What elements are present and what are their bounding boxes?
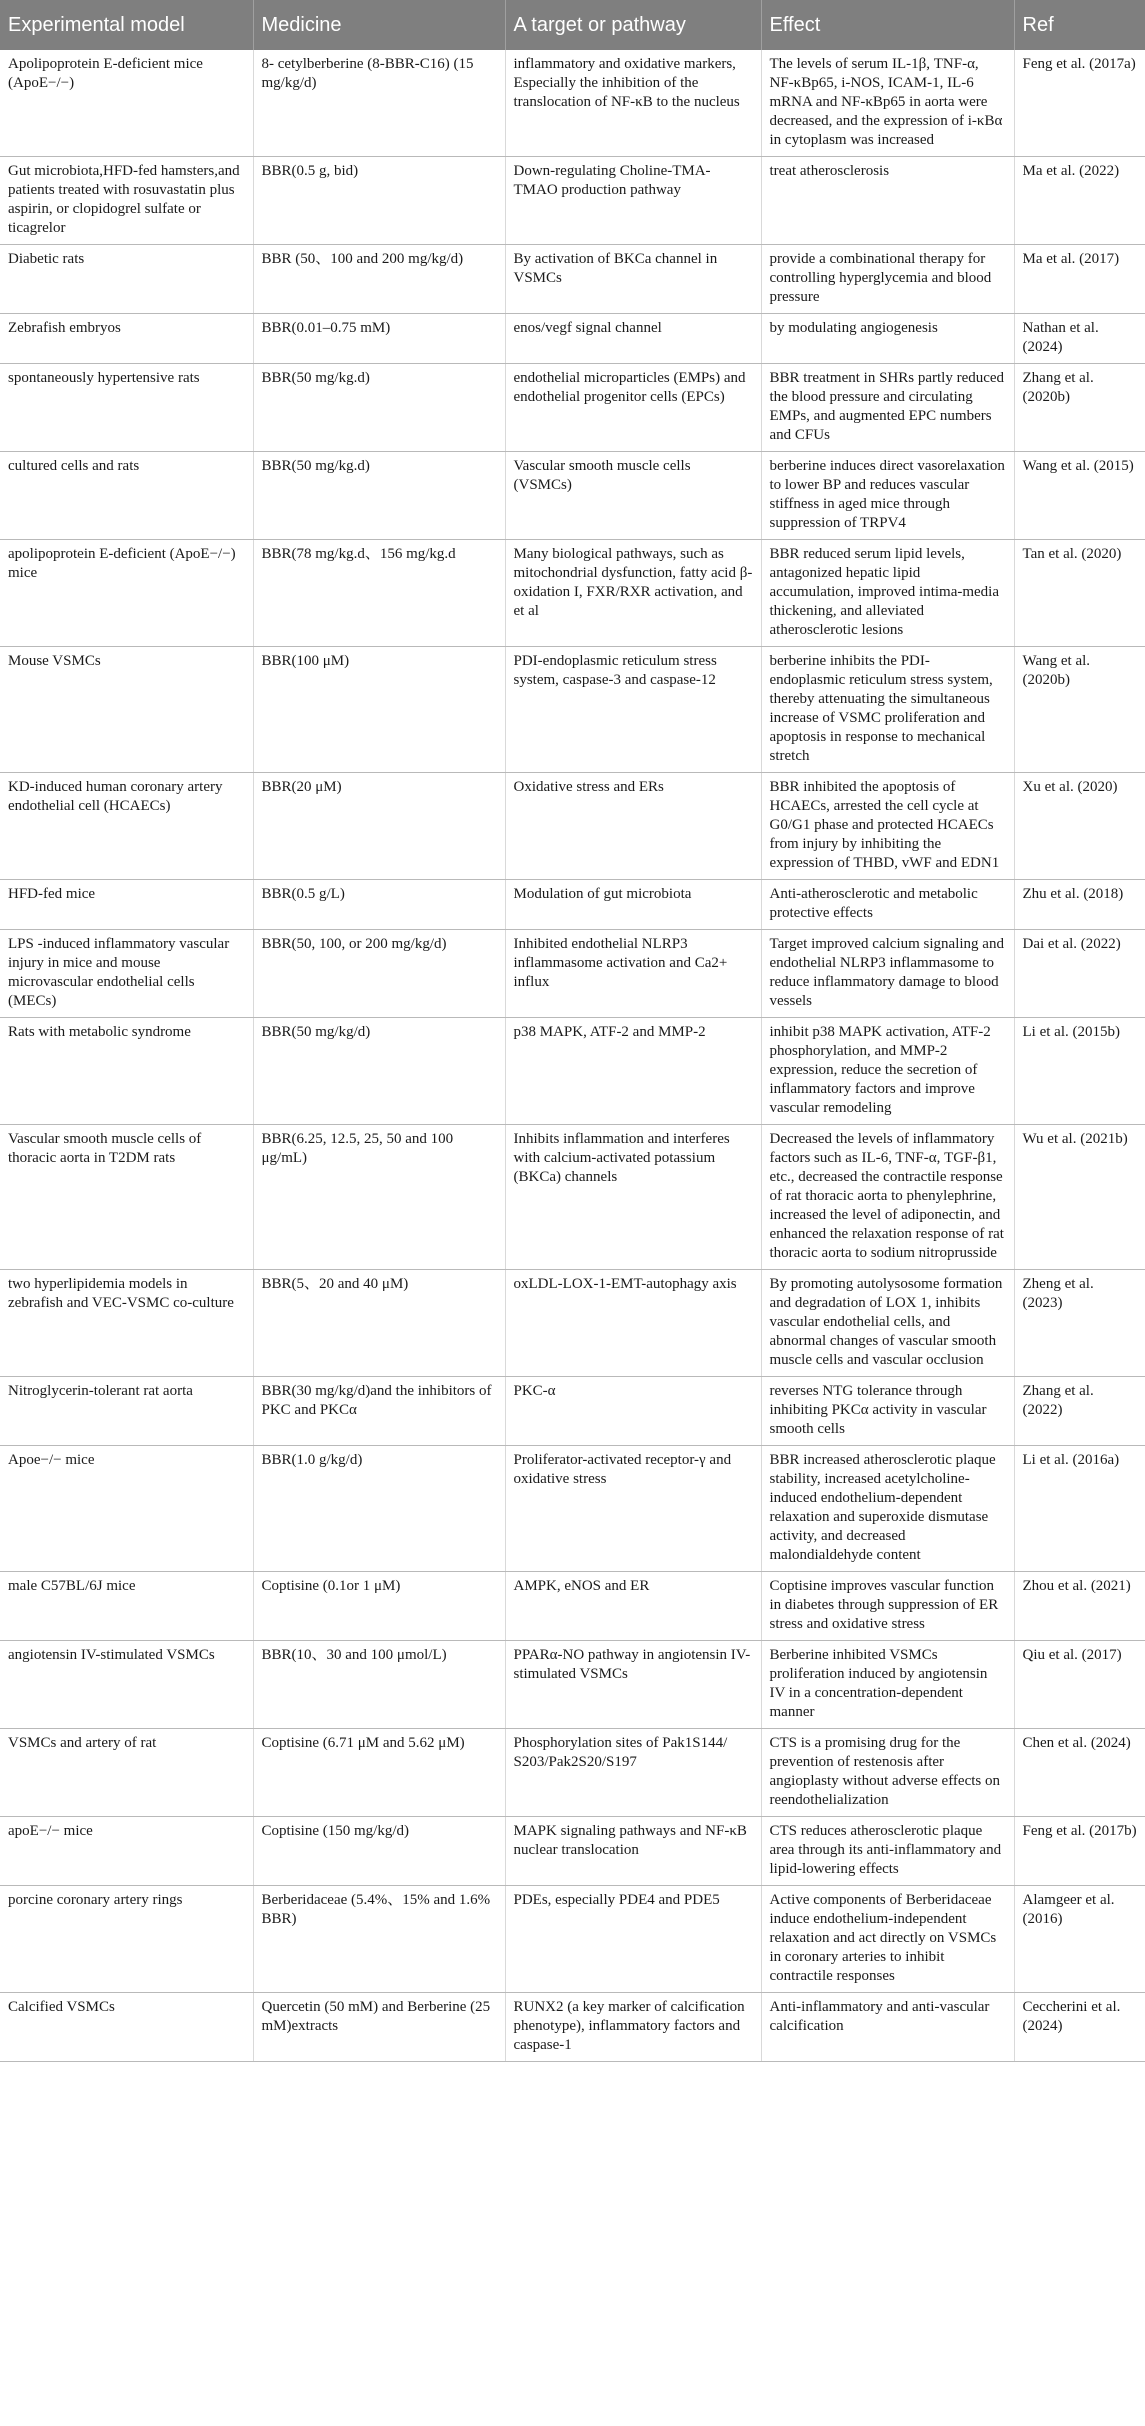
cell-target-pathway: Vascular smooth muscle cells (VSMCs) (505, 452, 761, 540)
header-effect: Effect (761, 0, 1014, 50)
cell-target-pathway: enos/vegf signal channel (505, 314, 761, 364)
cell-ref: Wang et al. (2020b) (1014, 647, 1145, 773)
cell-ref: Alamgeer et al. (2016) (1014, 1886, 1145, 1993)
cell-medicine: Quercetin (50 mM) and Berberine (25 mM)extracts (253, 1993, 505, 2062)
cell-medicine: Coptisine (0.1or 1 μM) (253, 1572, 505, 1641)
cell-target-pathway: Oxidative stress and ERs (505, 773, 761, 880)
table-row (0, 157, 1145, 245)
cell-experimental-model: Apoe−/− mice (0, 1446, 253, 1572)
table-header (0, 0, 1145, 50)
cell-medicine: Berberidaceae (5.4%、15% and 1.6% BBR) (253, 1886, 505, 1993)
cell-medicine: BBR(0.5 g, bid) (253, 157, 505, 245)
cell-experimental-model: apolipoprotein E-deficient (ApoE−/−) mice (0, 540, 253, 647)
cell-effect: Coptisine improves vascular function in diabetes through suppression of ER stress and oxidative stress (761, 1572, 1014, 1641)
cell-ref: Zhang et al. (2022) (1014, 1377, 1145, 1446)
table-row (0, 1377, 1145, 1446)
cell-ref: Ceccherini et al. (2024) (1014, 1993, 1145, 2062)
cell-target-pathway: Down-regulating Choline-TMA-TMAO production pathway (505, 157, 761, 245)
cell-effect: berberine inhibits the PDI-endoplasmic reticulum stress system, thereby attenuating the simultaneous increase of VSMC proliferation and apoptosis in response to mechanical stretch (761, 647, 1014, 773)
cell-experimental-model: Diabetic rats (0, 245, 253, 314)
cell-ref: Zhu et al. (2018) (1014, 880, 1145, 930)
cell-target-pathway: Modulation of gut microbiota (505, 880, 761, 930)
cell-medicine: BBR(20 μM) (253, 773, 505, 880)
table-row (0, 773, 1145, 880)
table-row (0, 1125, 1145, 1270)
table-row (0, 540, 1145, 647)
cell-ref: Zhou et al. (2021) (1014, 1572, 1145, 1641)
cell-experimental-model: Apolipoprotein E-deficient mice (ApoE−/−) (0, 50, 253, 157)
cell-target-pathway: Proliferator-activated receptor-γ and oxidative stress (505, 1446, 761, 1572)
cell-ref: Qiu et al. (2017) (1014, 1641, 1145, 1729)
cell-target-pathway: RUNX2 (a key marker of calcification phenotype), inflammatory factors and caspase-1 (505, 1993, 761, 2062)
cell-effect: BBR inhibited the apoptosis of HCAECs, arrested the cell cycle at G0/G1 phase and protected HCAECs from injury by inhibiting the expression of THBD, vWF and EDN1 (761, 773, 1014, 880)
cell-experimental-model: Nitroglycerin-tolerant rat aorta (0, 1377, 253, 1446)
cell-ref: Ma et al. (2017) (1014, 245, 1145, 314)
cell-target-pathway: inflammatory and oxidative markers, Especially the inhibition of the translocation of NF-κB to the nucleus (505, 50, 761, 157)
cell-ref: Li et al. (2016a) (1014, 1446, 1145, 1572)
cell-ref: Ma et al. (2022) (1014, 157, 1145, 245)
cell-experimental-model: Calcified VSMCs (0, 1993, 253, 2062)
cell-ref: Tan et al. (2020) (1014, 540, 1145, 647)
cell-experimental-model: porcine coronary artery rings (0, 1886, 253, 1993)
cell-effect: BBR increased atherosclerotic plaque stability, increased acetylcholine-induced endothelium-dependent relaxation and superoxide dismutase activity, and decreased malondialdehyde content (761, 1446, 1014, 1572)
table-row (0, 930, 1145, 1018)
cell-target-pathway: Inhibits inflammation and interferes with calcium-activated potassium (BKCa) channels (505, 1125, 761, 1270)
cell-experimental-model: HFD-fed mice (0, 880, 253, 930)
cell-ref: Zhang et al. (2020b) (1014, 364, 1145, 452)
cell-target-pathway: oxLDL-LOX-1-EMT-autophagy axis (505, 1270, 761, 1377)
table-row (0, 50, 1145, 157)
cell-effect: Target improved calcium signaling and endothelial NLRP3 inflammasome to reduce inflammatory damage to blood vessels (761, 930, 1014, 1018)
cell-target-pathway: p38 MAPK, ATF-2 and MMP-2 (505, 1018, 761, 1125)
cell-effect: The levels of serum IL-1β, TNF-α, NF-κBp65, i-NOS, ICAM-1, IL-6 mRNA and NF-κBp65 in aorta were decreased, and the expression of i-κBα in cytoplasm was increased (761, 50, 1014, 157)
cell-medicine: BBR(50 mg/kg/d) (253, 1018, 505, 1125)
cell-experimental-model: Vascular smooth muscle cells of thoracic aorta in T2DM rats (0, 1125, 253, 1270)
cell-ref: Xu et al. (2020) (1014, 773, 1145, 880)
cell-effect: inhibit p38 MAPK activation, ATF-2 phosphorylation, and MMP-2 expression, reduce the secretion of inflammatory factors and improve vascular remodeling (761, 1018, 1014, 1125)
cell-effect: Anti-atherosclerotic and metabolic protective effects (761, 880, 1014, 930)
cell-effect: By promoting autolysosome formation and degradation of LOX 1, inhibits vascular endothelial cells, and abnormal changes of vascular smooth muscle cells and vascular occlusion (761, 1270, 1014, 1377)
cell-target-pathway: Many biological pathways, such as mitochondrial dysfunction, fatty acid β-oxidation I, FXR/RXR activation, and et al (505, 540, 761, 647)
cell-effect: berberine induces direct vasorelaxation to lower BP and reduces vascular stiffness in aged mice through suppression of TRPV4 (761, 452, 1014, 540)
cell-experimental-model: LPS -induced inflammatory vascular injury in mice and mouse microvascular endothelial cells (MECs) (0, 930, 253, 1018)
cell-medicine: 8- cetylberberine (8-BBR-C16) (15 mg/kg/d) (253, 50, 505, 157)
cell-ref: Feng et al. (2017a) (1014, 50, 1145, 157)
header-row (0, 0, 1145, 50)
cell-effect: CTS reduces atherosclerotic plaque area through its anti-inflammatory and lipid-lowering effects (761, 1817, 1014, 1886)
table-row (0, 364, 1145, 452)
cell-target-pathway: Phosphorylation sites of Pak1S144/ S203/Pak2S20/S197 (505, 1729, 761, 1817)
cell-experimental-model: KD-induced human coronary artery endothelial cell (HCAECs) (0, 773, 253, 880)
table-row (0, 1572, 1145, 1641)
cell-experimental-model: Gut microbiota,HFD-fed hamsters,and patients treated with rosuvastatin plus aspirin, or clopidogrel sulfate or ticagrelor (0, 157, 253, 245)
cell-ref: Feng et al. (2017b) (1014, 1817, 1145, 1886)
cell-experimental-model: Zebrafish embryos (0, 314, 253, 364)
table-row (0, 647, 1145, 773)
table-row (0, 1270, 1145, 1377)
cell-medicine: Coptisine (6.71 μM and 5.62 μM) (253, 1729, 505, 1817)
cell-target-pathway: PPARα-NO pathway in angiotensin IV-stimulated VSMCs (505, 1641, 761, 1729)
table-row (0, 245, 1145, 314)
cell-experimental-model: angiotensin IV-stimulated VSMCs (0, 1641, 253, 1729)
cell-medicine: BBR(10、30 and 100 μmol/L) (253, 1641, 505, 1729)
cell-effect: by modulating angiogenesis (761, 314, 1014, 364)
cell-target-pathway: MAPK signaling pathways and NF-κB nuclear translocation (505, 1817, 761, 1886)
cell-ref: Chen et al. (2024) (1014, 1729, 1145, 1817)
cell-experimental-model: Rats with metabolic syndrome (0, 1018, 253, 1125)
cell-medicine: BBR(50 mg/kg.d) (253, 452, 505, 540)
table-row (0, 880, 1145, 930)
header-medicine: Medicine (253, 0, 505, 50)
cell-ref: Nathan et al. (2024) (1014, 314, 1145, 364)
cell-medicine: Coptisine (150 mg/kg/d) (253, 1817, 505, 1886)
table-row (0, 1729, 1145, 1817)
cell-target-pathway: PKC-α (505, 1377, 761, 1446)
cell-ref: Zheng et al. (2023) (1014, 1270, 1145, 1377)
cell-target-pathway: AMPK, eNOS and ER (505, 1572, 761, 1641)
cell-medicine: BBR(50, 100, or 200 mg/kg/d) (253, 930, 505, 1018)
cell-target-pathway: PDEs, especially PDE4 and PDE5 (505, 1886, 761, 1993)
cell-effect: provide a combinational therapy for controlling hyperglycemia and blood pressure (761, 245, 1014, 314)
table-row (0, 1018, 1145, 1125)
cell-target-pathway: PDI-endoplasmic reticulum stress system, caspase-3 and caspase-12 (505, 647, 761, 773)
cell-ref: Li et al. (2015b) (1014, 1018, 1145, 1125)
header-target-pathway: A target or pathway (505, 0, 761, 50)
cell-medicine: BBR(5、20 and 40 μM) (253, 1270, 505, 1377)
table-row (0, 1817, 1145, 1886)
cell-experimental-model: cultured cells and rats (0, 452, 253, 540)
cell-medicine: BBR(1.0 g/kg/d) (253, 1446, 505, 1572)
cell-effect: Active components of Berberidaceae induce endothelium-independent relaxation and act directly on VSMCs in coronary arteries to inhibit contractile responses (761, 1886, 1014, 1993)
cell-experimental-model: male C57BL/6J mice (0, 1572, 253, 1641)
cell-medicine: BBR(0.5 g/L) (253, 880, 505, 930)
cell-effect: CTS is a promising drug for the prevention of restenosis after angioplasty without adverse effects on reendothelialization (761, 1729, 1014, 1817)
cell-experimental-model: VSMCs and artery of rat (0, 1729, 253, 1817)
cell-experimental-model: apoE−/− mice (0, 1817, 253, 1886)
table-row (0, 1641, 1145, 1729)
cell-experimental-model: Mouse VSMCs (0, 647, 253, 773)
cell-ref: Wang et al. (2015) (1014, 452, 1145, 540)
table-row (0, 1446, 1145, 1572)
cell-medicine: BBR (50、100 and 200 mg/kg/d) (253, 245, 505, 314)
cell-medicine: BBR(6.25, 12.5, 25, 50 and 100 μg/mL) (253, 1125, 505, 1270)
cell-effect: reverses NTG tolerance through inhibiting PKCα activity in vascular smooth cells (761, 1377, 1014, 1446)
table-body (0, 50, 1145, 2062)
cell-target-pathway: Inhibited endothelial NLRP3 inflammasome activation and Ca2+ influx (505, 930, 761, 1018)
cell-medicine: BBR(50 mg/kg.d) (253, 364, 505, 452)
table-row (0, 1993, 1145, 2062)
cell-target-pathway: By activation of BKCa channel in VSMCs (505, 245, 761, 314)
table-row (0, 1886, 1145, 1993)
table-row (0, 314, 1145, 364)
cell-experimental-model: two hyperlipidemia models in zebrafish and VEC-VSMC co-culture (0, 1270, 253, 1377)
cell-ref: Dai et al. (2022) (1014, 930, 1145, 1018)
cell-medicine: BBR(78 mg/kg.d、156 mg/kg.d (253, 540, 505, 647)
cell-medicine: BBR(30 mg/kg/d)and the inhibitors of PKC and PKCα (253, 1377, 505, 1446)
cell-experimental-model: spontaneously hypertensive rats (0, 364, 253, 452)
cell-ref: Wu et al. (2021b) (1014, 1125, 1145, 1270)
cell-effect: Berberine inhibited VSMCs proliferation induced by angiotensin IV in a concentration-dependent manner (761, 1641, 1014, 1729)
header-ref: Ref (1014, 0, 1145, 50)
cell-effect: Decreased the levels of inflammatory factors such as IL-6, TNF-α, TGF-β1, etc., decreased the contractile response of rat thoracic aorta to phenylephrine, increased the level of adiponectin, and enhanced the relaxation response of rat thoracic aorta to sodium nitroprusside (761, 1125, 1014, 1270)
cell-medicine: BBR(100 μM) (253, 647, 505, 773)
cell-target-pathway: endothelial microparticles (EMPs) and endothelial progenitor cells (EPCs) (505, 364, 761, 452)
cell-medicine: BBR(0.01–0.75 mM) (253, 314, 505, 364)
cell-effect: treat atherosclerosis (761, 157, 1014, 245)
header-experimental-model: Experimental model (0, 0, 253, 50)
cell-effect: Anti-inflammatory and anti-vascular calcification (761, 1993, 1014, 2062)
table-row (0, 452, 1145, 540)
cell-effect: BBR treatment in SHRs partly reduced the blood pressure and circulating EMPs, and augmented EPC numbers and CFUs (761, 364, 1014, 452)
cell-effect: BBR reduced serum lipid levels, antagonized hepatic lipid accumulation, improved intima-media thickening, and alleviated atherosclerotic lesions (761, 540, 1014, 647)
